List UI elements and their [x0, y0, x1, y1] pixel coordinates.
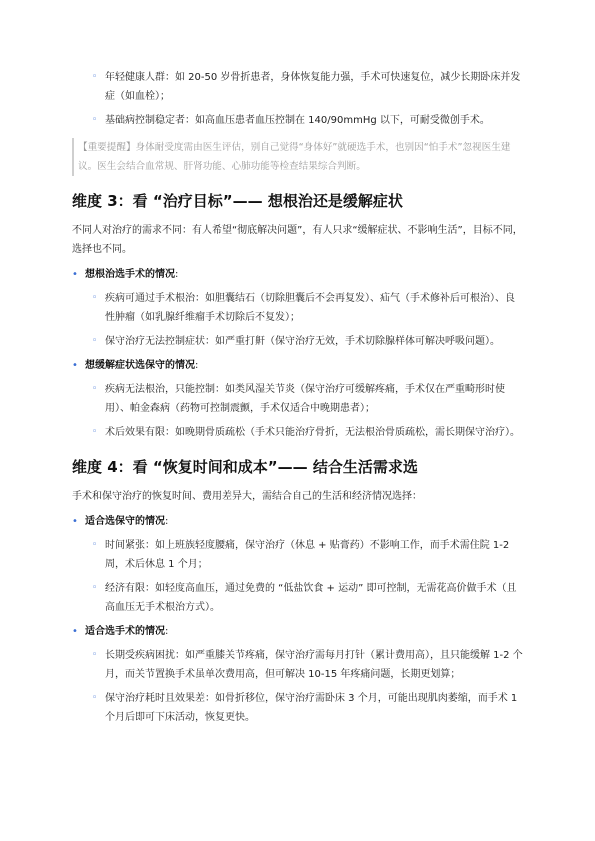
- hollow-bullet-icon: ◦: [92, 540, 98, 550]
- group-title: • 想根治选手术的情况:: [72, 265, 523, 284]
- hollow-bullet-icon: ◦: [92, 384, 98, 394]
- section-treatment-goal: [72, 190, 523, 442]
- list-item: ◦ 长期受疾病困扰：如严重膝关节疼痛，保守治疗需每月打针（累计费用高），且只能缓解 1-2 个月，而关节置换手术虽单次费用高，但可解决 10-15 年疼痛问题，长期更划算；: [72, 646, 523, 684]
- hollow-bullet-icon: ◦: [92, 583, 98, 593]
- important-reminder: 【重要提醒】身体耐受度需由医生评估，别自己觉得“身体好”就硬选手术，也别因“怕手术”忽视医生建议。医生会结合血常规、肝肾功能、心肺功能等检查结果综合判断。: [72, 138, 523, 176]
- bullet-icon: •: [72, 360, 78, 371]
- section-heading: 维度 3：看 “治疗目标”—— 想根治还是缓解症状: [72, 192, 403, 210]
- list-item: ◦ 保守治疗无法控制症状：如严重打鼾（保守治疗无效，手术切除腺样体可解决呼吸问题）。: [72, 332, 523, 351]
- list-item: ◦ 年轻健康人群：如 20-50 岁骨折患者，身体恢复能力强，手术可快速复位，减少长期卧床并发症（如血栓）；: [72, 68, 523, 106]
- top-sub-list: [72, 68, 523, 130]
- hollow-bullet-icon: ◦: [92, 115, 98, 125]
- list-item: ◦ 经济有限：如轻度高血压，通过免费的 “低盐饮食 + 运动” 即可控制，无需花高价做手术（且高血压无手术根治方式）。: [72, 579, 523, 617]
- section-recovery-cost: [72, 456, 523, 727]
- section-heading: 维度 4：看 “恢复时间和成本”—— 结合生活需求选: [72, 458, 418, 476]
- list-item: ◦ 术后效果有限：如晚期骨质疏松（手术只能治疗骨折，无法根治骨质疏松，需长期保守治疗）。: [72, 423, 523, 442]
- bullet-icon: •: [72, 516, 78, 527]
- hollow-bullet-icon: ◦: [92, 336, 98, 346]
- hollow-bullet-icon: ◦: [92, 72, 98, 82]
- bullet-icon: •: [72, 269, 78, 280]
- section-intro: 手术和保守治疗的恢复时间、费用差异大，需结合自己的生活和经济情况选择：: [72, 491, 422, 502]
- list-item: ◦ 疾病可通过手术根治：如胆囊结石（切除胆囊后不会再复发）、疝气（手术修补后可根治）、良性肿瘤（如乳腺纤维瘤手术切除后不复发）；: [72, 289, 523, 327]
- list-item: ◦ 时间紧张：如上班族轻度腰痛，保守治疗（休息 + 贴膏药）不影响工作，而手术需住院 1-2 周，术后休息 1 个月；: [72, 536, 523, 574]
- document-body: [72, 68, 523, 733]
- list-item: ◦ 疾病无法根治，只能控制：如类风湿关节炎（保守治疗可缓解疼痛，手术仅在严重畸形时使用）、帕金森病（药物可控制震颤，手术仅适合中晚期患者）；: [72, 380, 523, 418]
- hollow-bullet-icon: ◦: [92, 693, 98, 703]
- group-title: • 适合选手术的情况:: [72, 622, 523, 641]
- section-intro: 不同人对治疗的需求不同：有人希望“彻底解决问题”，有人只求“缓解症状、不影响生活”，目标不同，选择也不同。: [72, 225, 523, 255]
- list-item: ◦ 保守治疗耗时且效果差：如骨折移位，保守治疗需卧床 3 个月，可能出现肌肉萎缩，而手术 1 个月后即可下床活动，恢复更快。: [72, 689, 523, 727]
- list-item: ◦ 基础病控制稳定者：如高血压患者血压控制在 140/90mmHg 以下，可耐受微创手术。: [72, 111, 523, 130]
- hollow-bullet-icon: ◦: [92, 427, 98, 437]
- group-title: • 适合选保守的情况:: [72, 512, 523, 531]
- hollow-bullet-icon: ◦: [92, 650, 98, 660]
- hollow-bullet-icon: ◦: [92, 293, 98, 303]
- bullet-icon: •: [72, 626, 78, 637]
- group-title: • 想缓解症状选保守的情况:: [72, 356, 523, 375]
